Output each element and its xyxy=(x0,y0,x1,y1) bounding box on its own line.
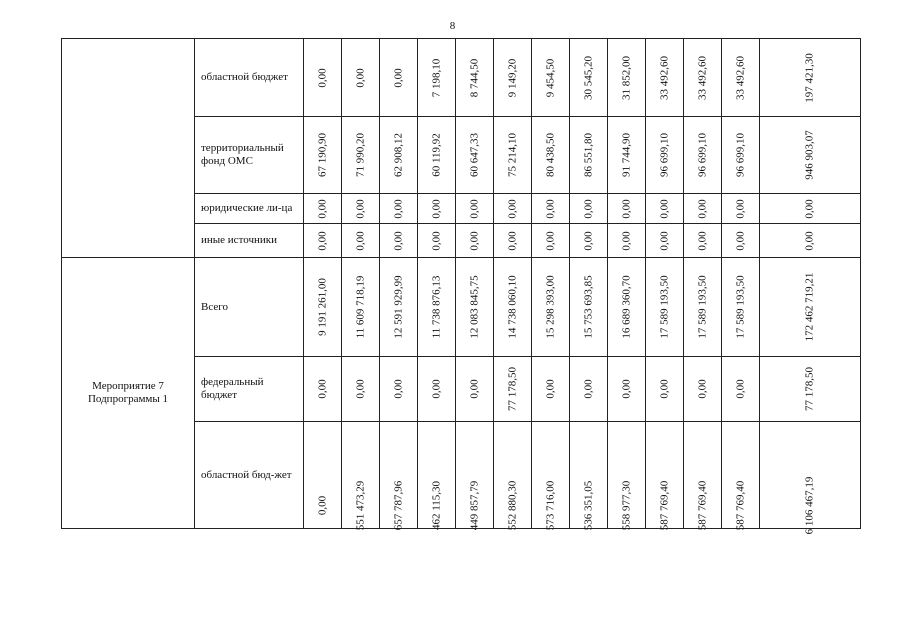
value-text: 96 699,10 xyxy=(696,133,708,177)
value-text: 96 699,10 xyxy=(658,133,670,177)
value-text: 77 178,50 xyxy=(506,367,518,411)
value-cell xyxy=(608,39,646,117)
value-cell xyxy=(684,224,722,258)
total-text: 77 178,50 xyxy=(803,367,816,411)
value-cell xyxy=(570,39,608,117)
value-text: 0,00 xyxy=(392,198,404,219)
value-cell xyxy=(342,422,380,529)
value-cell xyxy=(608,117,646,194)
value-cell xyxy=(722,258,760,357)
value-cell xyxy=(456,194,494,224)
value-text: 31 852,00 xyxy=(620,55,632,100)
budget-table xyxy=(61,38,861,535)
value-cell xyxy=(380,357,418,422)
value-text: 14 738 060,10 xyxy=(506,275,518,339)
value-text: 0,00 xyxy=(620,198,632,219)
funding-source-cell: областной бюджет xyxy=(195,39,304,117)
value-text: 0,00 xyxy=(354,379,366,399)
value-text: 9 191 261,00 xyxy=(316,278,328,336)
value-text: 587 769,40 xyxy=(696,480,708,531)
value-text: 0,00 xyxy=(544,379,556,399)
value-cell xyxy=(456,357,494,422)
value-text: 7 198,10 xyxy=(430,58,442,97)
event-cell: Мероприятие 7 Подпрограммы 1 xyxy=(62,258,195,529)
total-cell xyxy=(760,224,861,258)
value-cell xyxy=(532,357,570,422)
value-cell xyxy=(608,357,646,422)
funding-source-cell: иные источники xyxy=(195,224,304,258)
value-text: 657 787,96 xyxy=(392,480,404,531)
value-cell xyxy=(494,224,532,258)
value-text: 0,00 xyxy=(658,230,670,251)
value-text: 0,00 xyxy=(354,230,366,251)
value-cell xyxy=(722,194,760,224)
value-text: 15 753 693,85 xyxy=(582,275,594,339)
value-text: 0,00 xyxy=(658,379,670,399)
value-cell xyxy=(532,224,570,258)
value-cell xyxy=(684,194,722,224)
value-cell xyxy=(418,117,456,194)
value-cell xyxy=(684,39,722,117)
funding-source-cell: областной бюд-жет xyxy=(195,422,304,529)
value-cell xyxy=(646,258,684,357)
value-cell xyxy=(494,117,532,194)
value-text: 462 115,30 xyxy=(430,480,442,531)
funding-source-cell: федеральный бюджет xyxy=(195,357,304,422)
value-text: 0,00 xyxy=(506,230,518,251)
table-row xyxy=(62,39,861,117)
value-text: 558 977,30 xyxy=(620,480,632,531)
value-cell xyxy=(418,357,456,422)
value-cell xyxy=(684,422,722,529)
value-text: 0,00 xyxy=(696,379,708,399)
value-text: 60 119,92 xyxy=(430,133,442,177)
value-text: 16 689 360,70 xyxy=(620,275,632,339)
value-text: 33 492,60 xyxy=(696,55,708,100)
value-text: 9 454,50 xyxy=(544,58,556,97)
value-cell xyxy=(722,39,760,117)
value-cell xyxy=(646,117,684,194)
value-text: 449 857,79 xyxy=(468,480,480,531)
value-text: 0,00 xyxy=(354,198,366,219)
value-text: 587 769,40 xyxy=(658,480,670,531)
total-text: 0,00 xyxy=(803,230,816,251)
value-text: 17 589 193,50 xyxy=(734,275,746,339)
value-cell xyxy=(304,224,342,258)
value-cell xyxy=(646,224,684,258)
event-cell xyxy=(62,39,195,258)
value-text: 0,00 xyxy=(734,379,746,399)
value-text: 0,00 xyxy=(316,198,328,219)
value-text: 11 609 718,19 xyxy=(354,275,366,339)
value-cell xyxy=(570,258,608,357)
value-text: 0,00 xyxy=(316,379,328,399)
value-cell xyxy=(380,224,418,258)
total-cell xyxy=(760,422,861,535)
funding-source-cell: территориальный фонд ОМС xyxy=(195,117,304,194)
value-text: 0,00 xyxy=(468,379,480,399)
value-cell xyxy=(418,258,456,357)
value-cell xyxy=(494,422,532,529)
value-cell xyxy=(494,194,532,224)
value-cell xyxy=(570,117,608,194)
value-text: 0,00 xyxy=(316,67,328,88)
total-text: 946 903,07 xyxy=(803,130,816,180)
total-cell xyxy=(760,117,861,194)
value-text: 552 880,30 xyxy=(506,480,518,531)
value-cell xyxy=(342,39,380,117)
value-cell xyxy=(608,422,646,529)
value-text: 8 744,50 xyxy=(468,58,480,97)
value-text: 60 647,33 xyxy=(468,133,480,177)
value-text: 0,00 xyxy=(734,198,746,219)
value-text: 9 149,20 xyxy=(506,58,518,97)
value-cell xyxy=(722,117,760,194)
value-text: 0,00 xyxy=(392,379,404,399)
table-row xyxy=(62,258,861,357)
value-cell xyxy=(494,357,532,422)
value-cell xyxy=(304,117,342,194)
value-cell xyxy=(532,194,570,224)
value-text: 91 744,90 xyxy=(620,133,632,177)
value-text: 62 908,12 xyxy=(392,133,404,177)
value-text: 17 589 193,50 xyxy=(696,275,708,339)
value-text: 0,00 xyxy=(544,230,556,251)
value-cell xyxy=(646,39,684,117)
value-cell xyxy=(722,422,760,529)
value-text: 15 298 393,00 xyxy=(544,275,556,339)
value-text: 573 716,00 xyxy=(544,480,556,531)
page-number: 8 xyxy=(449,20,456,32)
value-cell xyxy=(304,422,342,529)
value-text: 0,00 xyxy=(392,230,404,251)
value-cell xyxy=(532,422,570,529)
value-text: 0,00 xyxy=(582,379,594,399)
value-cell xyxy=(532,39,570,117)
value-text: 0,00 xyxy=(506,198,518,219)
value-cell xyxy=(342,224,380,258)
value-cell xyxy=(646,357,684,422)
value-text: 86 551,80 xyxy=(582,133,594,177)
value-cell xyxy=(418,39,456,117)
total-cell xyxy=(760,258,861,357)
value-text: 0,00 xyxy=(430,230,442,251)
value-cell xyxy=(304,357,342,422)
value-cell xyxy=(418,224,456,258)
value-cell xyxy=(380,117,418,194)
value-text: 0,00 xyxy=(430,379,442,399)
value-cell xyxy=(722,357,760,422)
value-cell xyxy=(608,194,646,224)
value-text: 0,00 xyxy=(430,198,442,219)
total-cell xyxy=(760,194,861,224)
value-cell xyxy=(418,194,456,224)
value-text: 0,00 xyxy=(658,198,670,219)
value-cell xyxy=(304,194,342,224)
value-text: 0,00 xyxy=(582,198,594,219)
value-cell xyxy=(380,258,418,357)
total-text: 197 421,30 xyxy=(803,52,816,103)
total-cell xyxy=(760,357,861,422)
value-cell xyxy=(456,258,494,357)
value-text: 0,00 xyxy=(734,230,746,251)
value-cell xyxy=(342,258,380,357)
value-cell xyxy=(570,357,608,422)
value-text: 80 438,50 xyxy=(544,133,556,177)
value-cell xyxy=(342,117,380,194)
value-cell xyxy=(456,224,494,258)
value-text: 12 083 845,75 xyxy=(468,275,480,339)
value-text: 12 591 929,99 xyxy=(392,275,404,339)
value-cell xyxy=(380,422,418,529)
value-cell xyxy=(494,258,532,357)
value-cell xyxy=(304,258,342,357)
value-text: 0,00 xyxy=(620,230,632,251)
value-cell xyxy=(684,258,722,357)
funding-source-cell: Всего xyxy=(195,258,304,357)
value-text: 0,00 xyxy=(354,67,366,88)
value-cell xyxy=(456,39,494,117)
value-text: 0,00 xyxy=(696,198,708,219)
value-text: 0,00 xyxy=(696,230,708,251)
value-text: 30 545,20 xyxy=(582,55,594,100)
value-cell xyxy=(380,39,418,117)
value-cell xyxy=(494,39,532,117)
value-cell xyxy=(722,224,760,258)
value-cell xyxy=(380,194,418,224)
value-cell xyxy=(342,357,380,422)
value-text: 0,00 xyxy=(582,230,594,251)
value-text: 33 492,60 xyxy=(734,55,746,100)
value-cell xyxy=(570,422,608,529)
value-text: 551 473,29 xyxy=(354,480,366,531)
value-cell xyxy=(342,194,380,224)
value-text: 536 351,05 xyxy=(582,480,594,531)
value-text: 96 699,10 xyxy=(734,133,746,177)
total-cell xyxy=(760,39,861,117)
total-text: 0,00 xyxy=(803,198,816,219)
value-cell xyxy=(456,117,494,194)
value-cell xyxy=(646,422,684,529)
value-cell xyxy=(684,117,722,194)
funding-source-cell: юридические ли-ца xyxy=(195,194,304,224)
value-cell xyxy=(532,258,570,357)
value-cell xyxy=(570,194,608,224)
value-text: 0,00 xyxy=(620,379,632,399)
value-cell xyxy=(646,194,684,224)
value-text: 0,00 xyxy=(544,198,556,219)
value-cell xyxy=(570,224,608,258)
value-text: 0,00 xyxy=(392,67,404,88)
value-text: 75 214,10 xyxy=(506,133,518,177)
value-text: 11 738 876,13 xyxy=(430,275,442,339)
total-text: 6 106 467,19 xyxy=(803,476,816,535)
value-text: 0,00 xyxy=(468,230,480,251)
value-text: 67 190,90 xyxy=(316,133,328,177)
value-text: 0,00 xyxy=(468,198,480,219)
value-text: 587 769,40 xyxy=(734,480,746,531)
value-text: 17 589 193,50 xyxy=(658,275,670,339)
value-text: 33 492,60 xyxy=(658,55,670,100)
value-cell xyxy=(532,117,570,194)
value-cell xyxy=(418,422,456,529)
total-text: 172 462 719,21 xyxy=(803,272,816,342)
value-cell xyxy=(608,258,646,357)
value-cell xyxy=(608,224,646,258)
value-cell xyxy=(684,357,722,422)
value-text: 0,00 xyxy=(316,230,328,251)
value-text: 71 990,20 xyxy=(354,133,366,177)
value-cell xyxy=(304,39,342,117)
value-text: 0,00 xyxy=(316,495,328,516)
value-cell xyxy=(456,422,494,529)
